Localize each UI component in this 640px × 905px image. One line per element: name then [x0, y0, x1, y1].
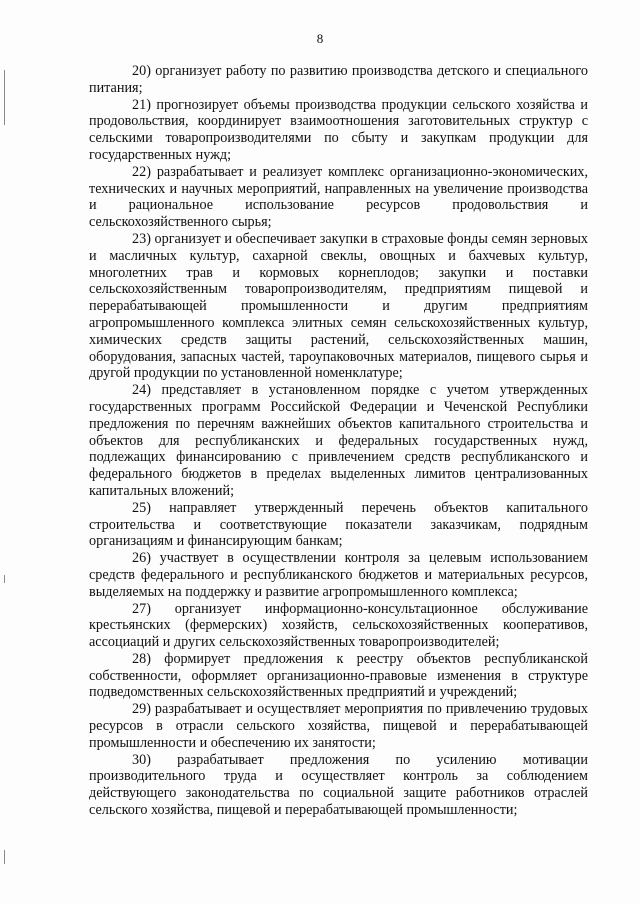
list-item-20: 20) организует работу по развитию производства детского и специального питания; [89, 63, 588, 96]
page-number: 8 [316, 31, 324, 46]
scan-margin-mark [4, 850, 5, 864]
list-item-26: 26) участвует в осуществлении контроля за целевым использованием средств федерального и республиканского бюджетов и материальных ресурсов, выделяемых на поддержку и развитие агропромышленного комплекса; [89, 550, 588, 600]
list-item-22: 22) разрабатывает и реализует комплекс организационно-экономических, технических и научных мероприятий, направленных на увеличение производства и рациональное использование ресурсов продовольствия и сельскохозяйственного сырья; [89, 163, 588, 231]
scan-margin-mark [4, 575, 5, 583]
list-item-24: 24) представляет в установленном порядке с учетом утвержденных государственных программ Российской Федерации и Чеченской Республики предложения по перечням важнейших объектов капитального строительства и объектов для республиканских и федеральных государственных нужд, подлежащих финансированию с привлечением средств республиканского и федерального бюджетов в пределах выделенных лимитов централизованных капитальных вложений; [89, 382, 588, 499]
list-item-29: 29) разрабатывает и осуществляет мероприятия по привлечению трудовых ресурсов в отрасли сельского хозяйства, пищевой и перерабатывающей промышленности и обеспечению их занятости; [89, 701, 588, 751]
scan-margin-mark [4, 70, 5, 125]
list-item-21: 21) прогнозирует объемы производства продукции сельского хозяйства и продовольствия, координирует взаимоотношения заготовительных структур с сельскими товаропроизводителями по сбыту и закупкам продукции для государственных нужд; [89, 96, 588, 163]
list-item-27: 27) организует информационно-консультационное обслуживание крестьянских (фермерских) хозяйств, сельскохозяйственных кооперативов, ассоциаций и других сельскохозяйственных товаропроизводителей; [89, 600, 588, 651]
document-body [89, 63, 588, 819]
list-item-25: 25) направляет утвержденный перечень объектов капитального строительства и соответствующие показатели заказчикам, подрядным организациям и финансирующим банкам; [89, 499, 588, 550]
list-item-28: 28) формирует предложения к реестру объектов республиканской собственности, оформляет организационно-правовые изменения в структуре подведомственных сельскохозяйственных предприятий и учреждений; [89, 650, 588, 701]
list-item-30: 30) разрабатывает предложения по усилению мотивации производительного труда и осуществляет контроль за соблюдением действующего законодательства по социальной защите работников отраслей сельского хозяйства, пищевой и перерабатывающей промышленности; [89, 751, 588, 819]
list-item-23: 23) организует и обеспечивает закупки в страховые фонды семян зерновых и масличных культур, сахарной свеклы, овощных и бахчевых культур, многолетних трав и кормовых корнеплодов; закупки и поставки сельскохозяйственным товаропроизводителям, предприятиям пищевой и перерабатывающей промышленности и другим предприятиям агропромышленного комплекса элитных семян сельскохозяйственных культур, химических средств защиты растений, сельскохозяйственных машин, оборудования, запасных частей, тароупаковочных материалов, пищевого сырья и другой продукции по установленной номенклатуре; [89, 230, 588, 382]
